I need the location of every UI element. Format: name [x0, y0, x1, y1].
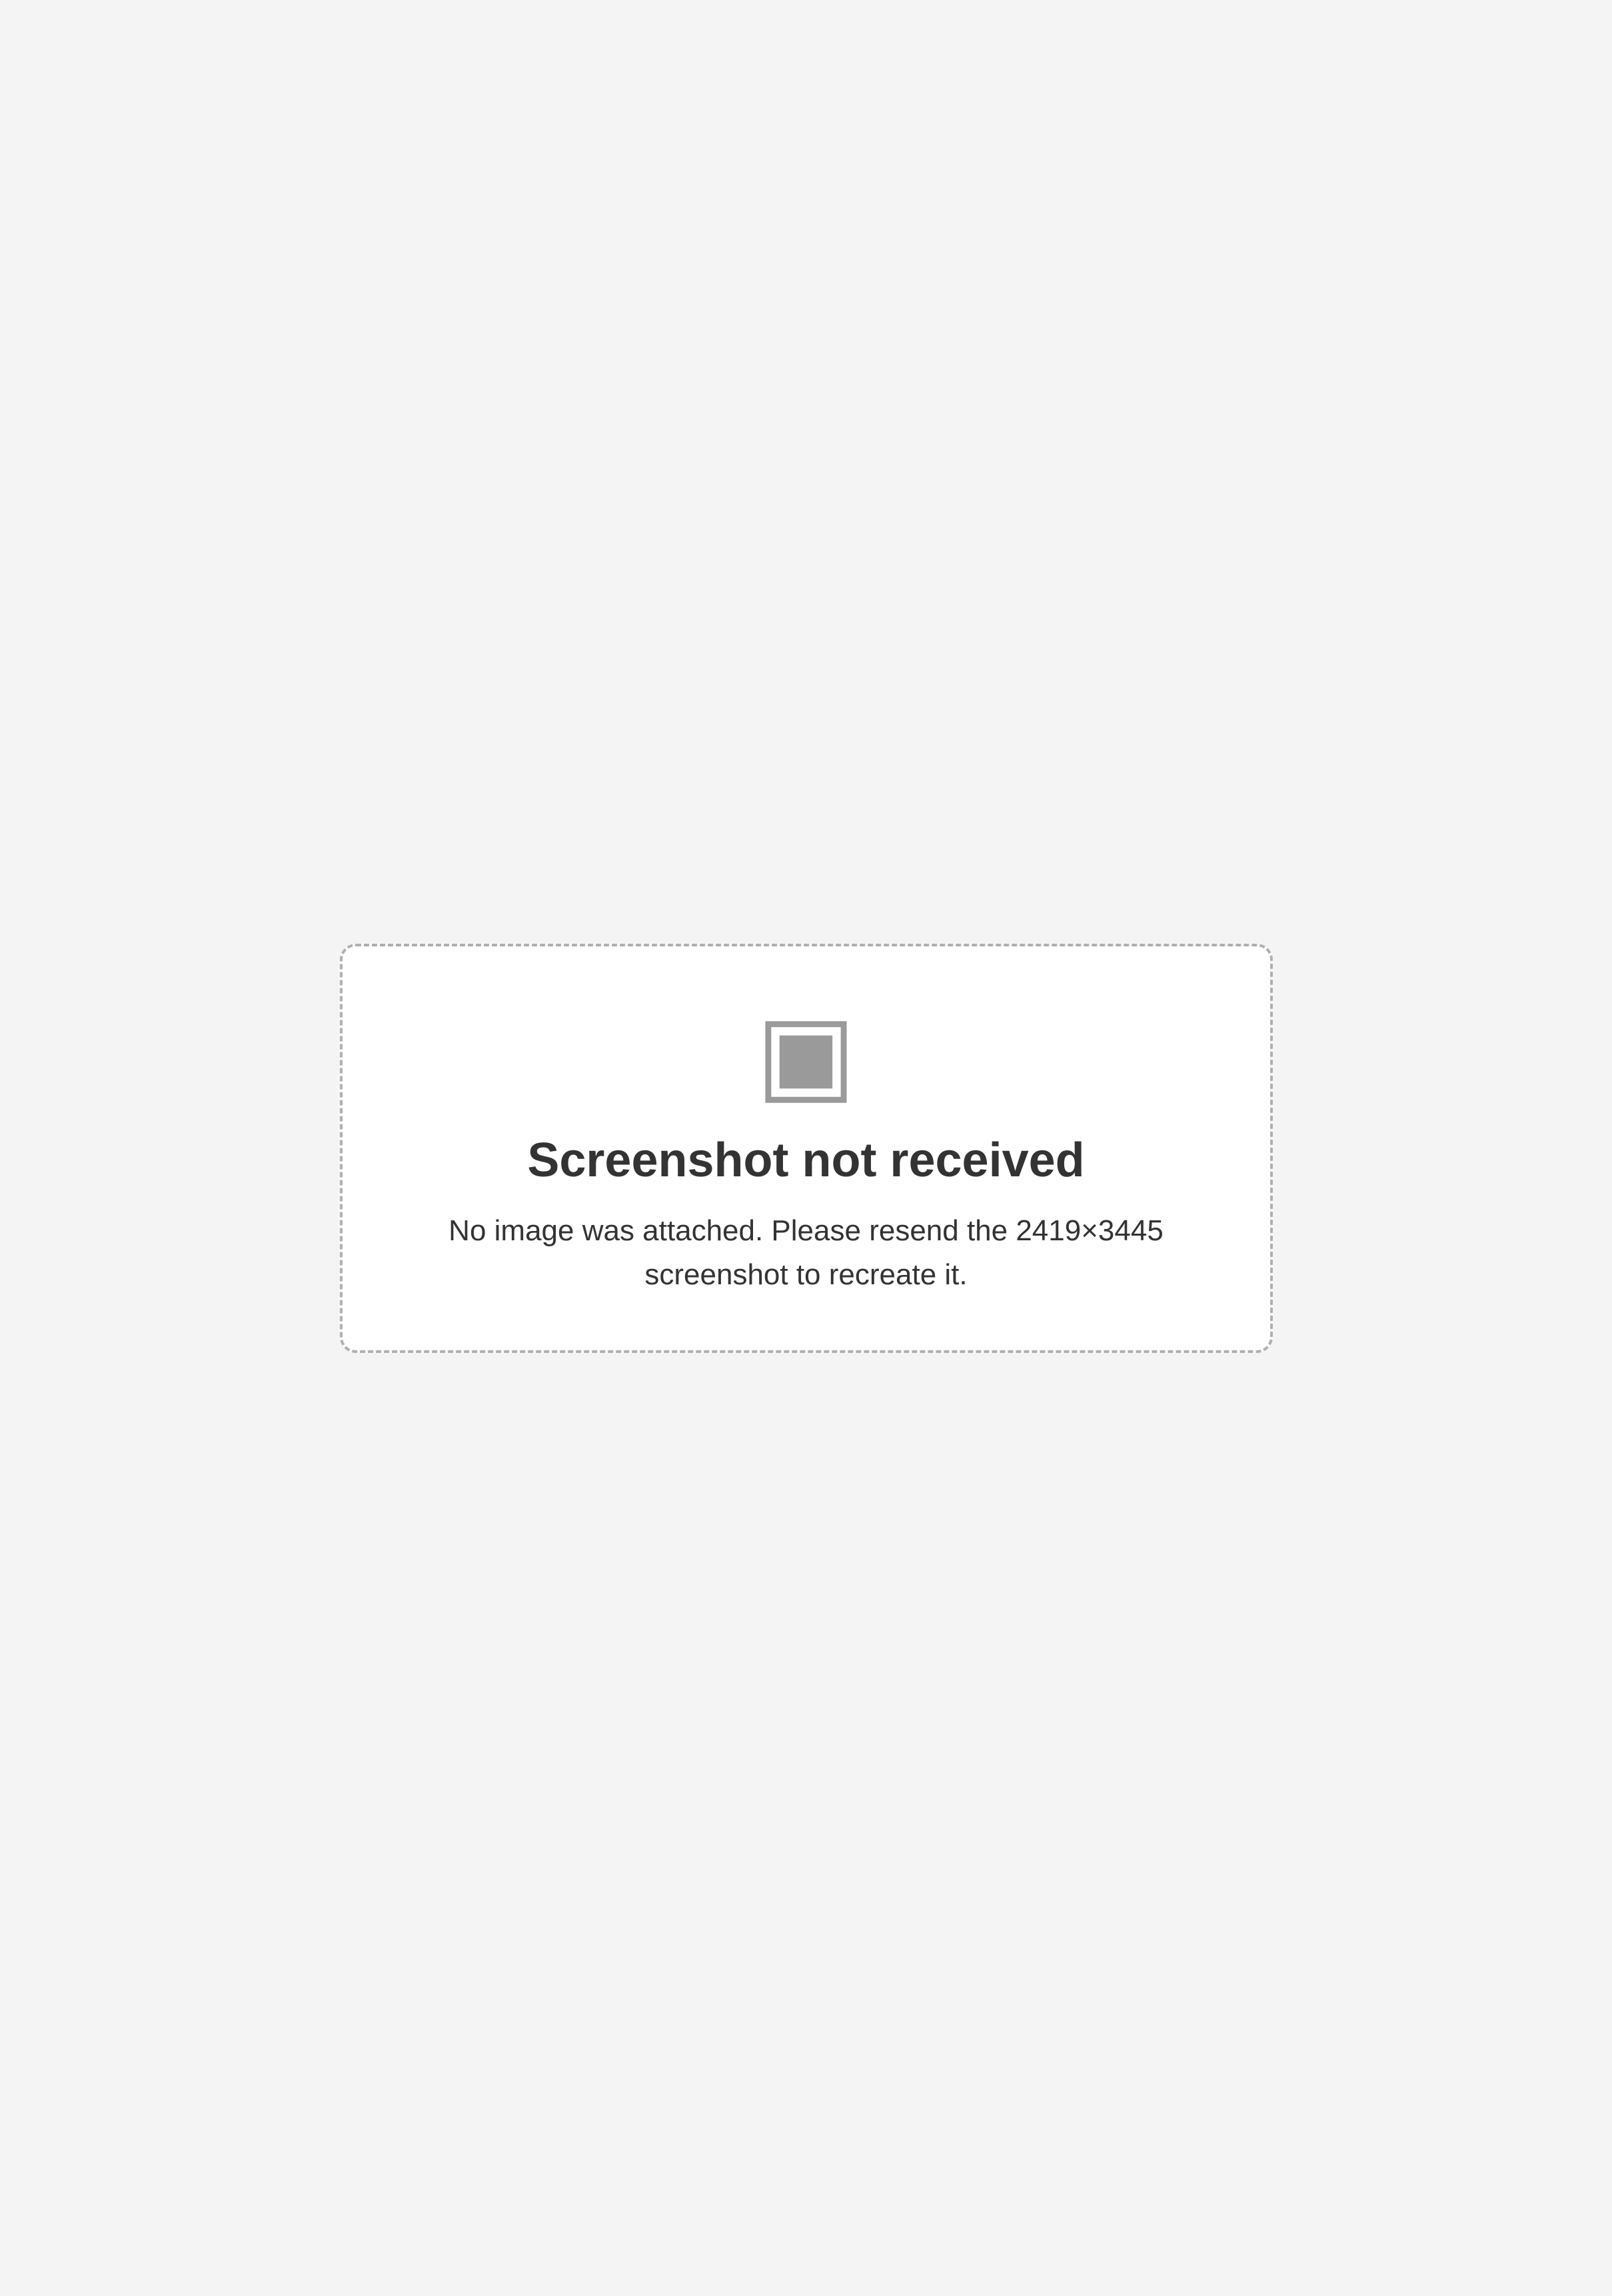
missing-image-notice	[340, 944, 1273, 1353]
notice-text: No image was attached. Please resend the 2419×3445 screenshot to recreate it.	[448, 1214, 1164, 1291]
notice-title: Screenshot not received	[527, 1133, 1085, 1187]
image-missing-icon: ▣	[755, 992, 857, 1112]
